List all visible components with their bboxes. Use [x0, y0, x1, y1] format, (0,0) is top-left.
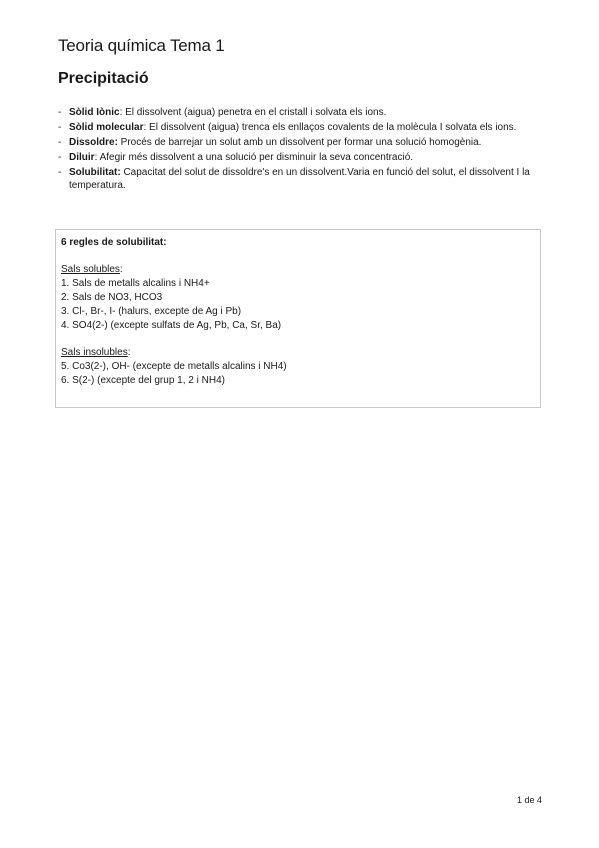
rule-item: 2. Sals de NO3, HCO3	[61, 292, 163, 303]
insoluble-heading: Sals insolubles	[61, 347, 128, 358]
soluble-heading-line: Sals solubles:	[61, 264, 123, 275]
list-item: - Dissoldre: Procés de barrejar un solut amb un dissolvent per formar una solució homogènia.	[58, 137, 482, 148]
list-item: - Sòlid Iònic: El dissolvent (aigua) penetra en el cristall i solvata els ions.	[58, 107, 387, 118]
definition-text: : El dissolvent (aigua) trenca els enllaços covalents de la molècula I solvata els ions.	[143, 122, 517, 133]
solubility-rules-box	[55, 229, 541, 408]
rule-item: 6. S(2-) (excepte del grup 1, 2 i NH4)	[61, 375, 225, 386]
definition-term: Sòlid molecular	[69, 122, 144, 133]
list-item: - Solubilitat: Capacitat del solut de dissoldre's en un dissolvent.Varia en funció del solut, el dissolvent I la temperatura.	[58, 167, 530, 191]
rule-item: 5. Co3(2-), OH- (excepte de metalls alcalins i NH4)	[61, 361, 287, 372]
definition-text: Procés de barrejar un solut amb un dissolvent per formar una solució homogènia.	[117, 137, 482, 148]
definition-term: Dissoldre:	[69, 137, 118, 148]
rule-item: 4. SO4(2-) (excepte sulfats de Ag, Pb, Ca, Sr, Ba)	[61, 320, 282, 331]
soluble-heading: Sals solubles	[61, 264, 120, 275]
definition-text: : Afegir més dissolvent a una solució per disminuir la seva concentració.	[94, 152, 414, 163]
insoluble-heading-line: Sals insolubles:	[61, 347, 131, 358]
definition-term: Solubilitat:	[69, 167, 121, 178]
document-title: Teoria química Tema 1	[58, 36, 225, 55]
definition-term: Sòlid Iònic	[69, 107, 120, 118]
rule-item: 1. Sals de metalls alcalins i NH4+	[61, 278, 210, 289]
rule-item: 3. Cl-, Br-, I- (halurs, excepte de Ag i Pb)	[61, 306, 242, 317]
section-title: Precipitació	[58, 70, 149, 87]
definition-term: Diluir	[69, 152, 95, 163]
definition-text: Capacitat del solut de dissoldre's en un dissolvent.Varia en funció del solut, el dissolvent I la temperatura.	[69, 167, 530, 191]
page-number: 1 de 4	[516, 795, 542, 805]
definitions-list	[58, 106, 548, 194]
list-item: - Diluir: Afegir més dissolvent a una solució per disminuir la seva concentració.	[58, 152, 414, 163]
definition-text: : El dissolvent (aigua) penetra en el cristall i solvata els ions.	[119, 107, 387, 118]
list-item: - Sòlid molecular: El dissolvent (aigua) trenca els enllaços covalents de la molècula I solvata els ions.	[58, 122, 517, 133]
rules-box-title: 6 regles de solubilitat:	[61, 237, 167, 248]
